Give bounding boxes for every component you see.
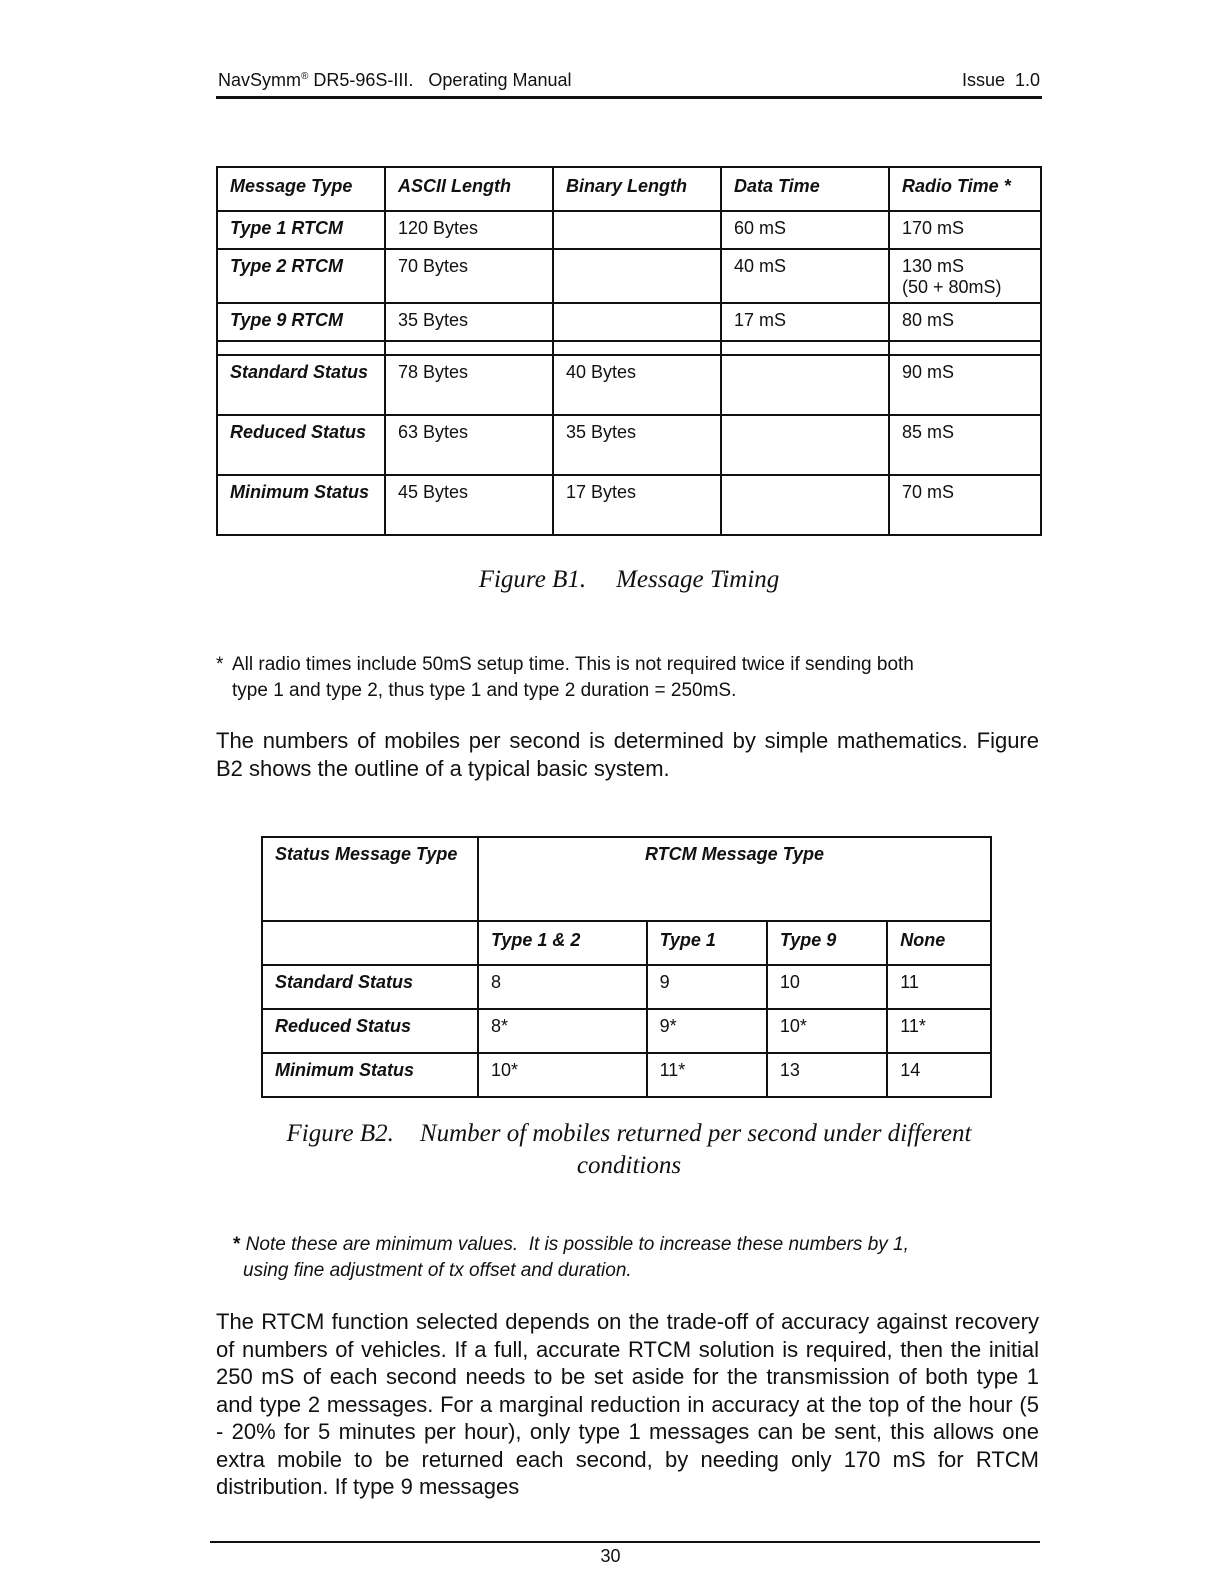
column-header: ASCII Length bbox=[385, 167, 553, 211]
column-header: Data Time bbox=[721, 167, 889, 211]
table-cell bbox=[721, 475, 889, 535]
table-cell bbox=[262, 921, 478, 965]
column-header: Type 1 bbox=[647, 921, 767, 965]
table-cell: 40 mS bbox=[721, 249, 889, 303]
figure-number: Figure B1. bbox=[478, 566, 587, 593]
table-cell: 9* bbox=[647, 1009, 767, 1053]
table-cell: 60 mS bbox=[721, 211, 889, 249]
table-cell: 11* bbox=[647, 1053, 767, 1097]
row-label: Type 1 RTCM bbox=[217, 211, 385, 249]
table-cell: 8 bbox=[478, 965, 647, 1009]
page-number: 30 bbox=[600, 1546, 621, 1566]
table-cell: 8* bbox=[478, 1009, 647, 1053]
table-cell: 10* bbox=[767, 1009, 887, 1053]
row-label: Type 9 RTCM bbox=[217, 303, 385, 341]
table-header-row bbox=[217, 167, 1041, 211]
page-header bbox=[216, 68, 1042, 99]
figure-number: Figure B2. bbox=[286, 1120, 394, 1147]
table-row bbox=[262, 1053, 991, 1097]
radio-time-footnote bbox=[216, 652, 1046, 704]
table-cell bbox=[721, 355, 889, 415]
footnote-line: All radio times include 50mS setup time. This is not required twice if sending both bbox=[232, 654, 914, 675]
figure-b1-caption bbox=[216, 566, 1042, 594]
body-paragraph: The RTCM function selected depends on the trade-off of accuracy against recovery of numbers of vehicles. If a full, accurate RTCM solution is required, then the initial 250 mS of each second needs to be set aside for the transmission of both type 1 and type 2 messages. For a marginal reduction in accuracy at the top of the hour (5 - 20% for 5 minutes per hour), only type 1 messages can be sent, this allows one extra mobile to be returned each second, by needing only 170 mS for RTCM distribution. If type 9 messages bbox=[216, 1309, 1039, 1499]
corner-header: Status Message Type bbox=[262, 837, 478, 921]
table-cell bbox=[217, 341, 385, 355]
footnote-line bbox=[233, 1232, 1043, 1258]
table-cell: 17 Bytes bbox=[553, 475, 721, 535]
header-brand: NavSymm bbox=[218, 70, 302, 90]
radio-time-breakdown: (50 + 80mS) bbox=[902, 277, 1002, 297]
table-cell: 11* bbox=[887, 1009, 991, 1053]
row-label: Standard Status bbox=[262, 965, 478, 1009]
table-cell: 170 mS bbox=[889, 211, 1041, 249]
table-cell: 70 mS bbox=[889, 475, 1041, 535]
table-cell: 70 Bytes bbox=[385, 249, 553, 303]
table-row bbox=[217, 211, 1041, 249]
table-spacer-row bbox=[217, 341, 1041, 355]
table-cell: 35 Bytes bbox=[385, 303, 553, 341]
header-issue: Issue 1.0 bbox=[961, 70, 1040, 90]
table-cell: 14 bbox=[887, 1053, 991, 1097]
table-cell bbox=[889, 249, 1041, 303]
table-cell: 90 mS bbox=[889, 355, 1041, 415]
table-cell bbox=[553, 249, 721, 303]
table-cell bbox=[889, 341, 1041, 355]
table-cell: 11 bbox=[887, 965, 991, 1009]
table-cell: 80 mS bbox=[889, 303, 1041, 341]
row-label: Type 2 RTCM bbox=[217, 249, 385, 303]
header-title-rest: DR5-96S-III. Operating Manual bbox=[308, 70, 572, 90]
table-row bbox=[262, 1009, 991, 1053]
table-cell: 10 bbox=[767, 965, 887, 1009]
table-cell bbox=[721, 341, 889, 355]
figure-b2-caption bbox=[216, 1118, 1042, 1182]
table-cell: 45 Bytes bbox=[385, 475, 553, 535]
table-cell: 78 Bytes bbox=[385, 355, 553, 415]
table-cell: 40 Bytes bbox=[553, 355, 721, 415]
column-header: Type 9 bbox=[767, 921, 887, 965]
table-cell bbox=[553, 303, 721, 341]
radio-time-value: 130 mS bbox=[902, 256, 965, 276]
table-header-row bbox=[262, 837, 991, 921]
figure-caption-line bbox=[216, 1118, 1042, 1150]
column-header: None bbox=[887, 921, 991, 965]
column-header: Binary Length bbox=[553, 167, 721, 211]
footnote-text: Note these are minimum values. It is possible to increase these numbers by 1, bbox=[240, 1234, 909, 1255]
group-header: RTCM Message Type bbox=[478, 837, 991, 921]
table-cell: 120 Bytes bbox=[385, 211, 553, 249]
registered-mark: ® bbox=[301, 71, 309, 82]
footnote-line: type 1 and type 2, thus type 1 and type 2 duration = 250mS. bbox=[232, 680, 737, 701]
table-row bbox=[217, 249, 1041, 303]
table-row bbox=[217, 415, 1041, 475]
row-label: Reduced Status bbox=[262, 1009, 478, 1053]
body-paragraph: The numbers of mobiles per second is determined by simple mathematics. Figure B2 shows the outline of a typical basic system. bbox=[216, 728, 1039, 781]
footer-divider bbox=[210, 1541, 1040, 1543]
row-label: Minimum Status bbox=[217, 475, 385, 535]
table-cell: 35 Bytes bbox=[553, 415, 721, 475]
table-cell: 85 mS bbox=[889, 415, 1041, 475]
table-cell: 10* bbox=[478, 1053, 647, 1097]
table-cell bbox=[385, 341, 553, 355]
message-timing-table bbox=[216, 166, 1042, 536]
mobiles-per-second-table bbox=[261, 836, 992, 1098]
minimum-values-footnote bbox=[233, 1232, 1043, 1284]
table-row bbox=[262, 965, 991, 1009]
footnote-marker: * bbox=[216, 654, 224, 675]
table-row bbox=[217, 355, 1041, 415]
table-cell: 9 bbox=[647, 965, 767, 1009]
footnote-marker: * bbox=[233, 1234, 241, 1255]
row-label: Standard Status bbox=[217, 355, 385, 415]
header-title bbox=[218, 70, 572, 91]
table-cell: 13 bbox=[767, 1053, 887, 1097]
table-row bbox=[217, 303, 1041, 341]
row-label: Reduced Status bbox=[217, 415, 385, 475]
table-cell bbox=[553, 211, 721, 249]
table-cell: 63 Bytes bbox=[385, 415, 553, 475]
column-header: Radio Time * bbox=[889, 167, 1041, 211]
figure-title: Message Timing bbox=[616, 566, 780, 593]
table-row bbox=[217, 475, 1041, 535]
column-header: Message Type bbox=[217, 167, 385, 211]
column-header: Type 1 & 2 bbox=[478, 921, 647, 965]
row-label: Minimum Status bbox=[262, 1053, 478, 1097]
footnote-line: using fine adjustment of tx offset and duration. bbox=[243, 1260, 632, 1281]
table-subheader-row bbox=[262, 921, 991, 965]
figure-title-continued: conditions bbox=[576, 1152, 682, 1179]
table-cell bbox=[553, 341, 721, 355]
table-cell bbox=[721, 415, 889, 475]
figure-title: Number of mobiles returned per second under different bbox=[419, 1120, 972, 1147]
table-cell: 17 mS bbox=[721, 303, 889, 341]
